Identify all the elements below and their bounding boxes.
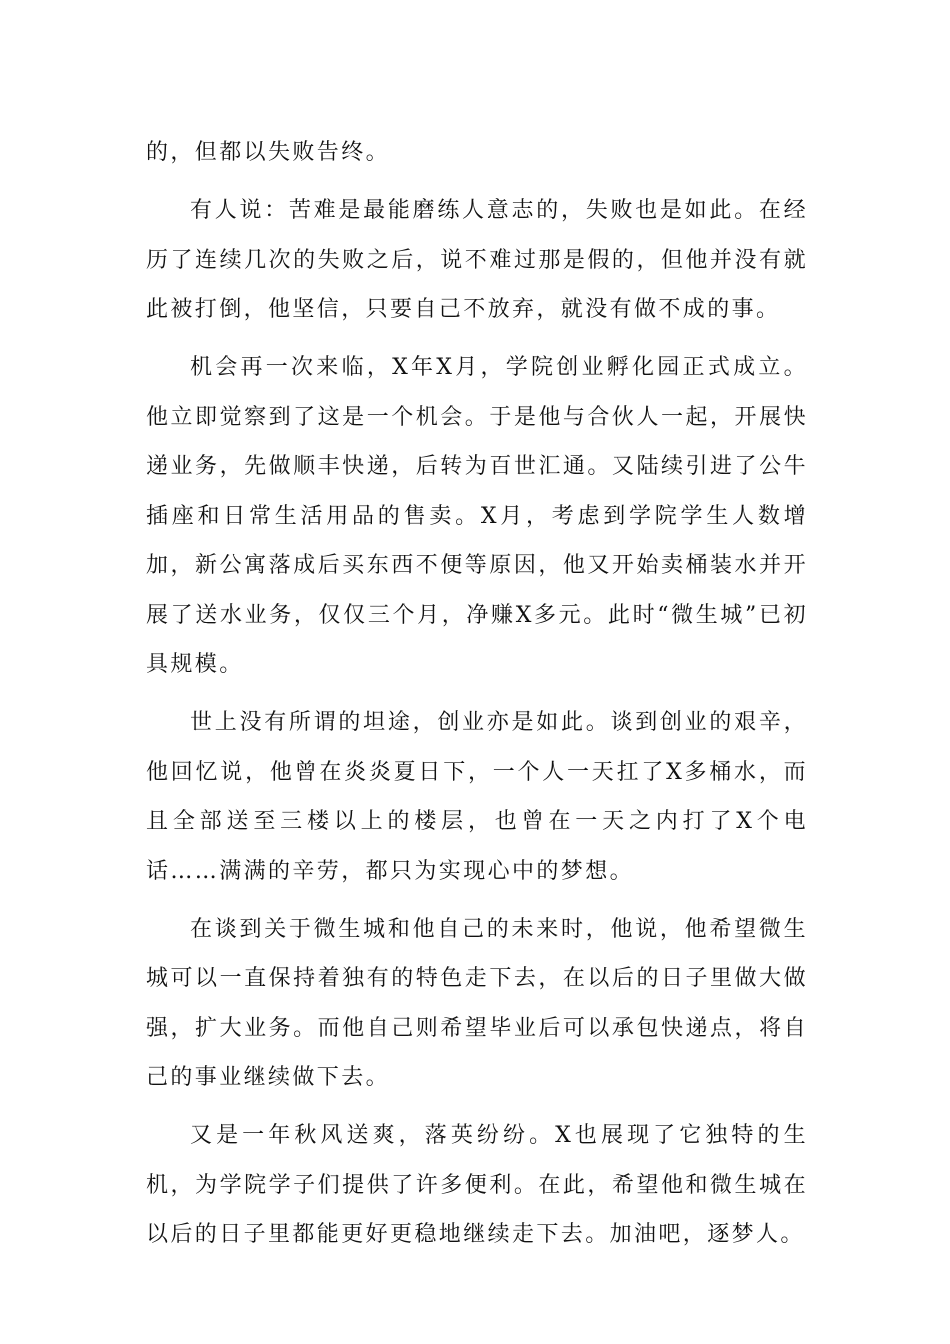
paragraph-closing: 又是一年秋风送爽，落英纷纷。X也展现了它独特的生机，为学院学子们提供了许多便利。在此，希望他和微生城在以后的日子里都能更好更稳地继续走下去。加油吧，逐梦人。 — [146, 1123, 808, 1248]
article-body — [146, 128, 808, 1269]
paragraph-opportunity: 机会再一次来临，X年X月，学院创业孵化园正式成立。他立即觉察到了这是一个机会。于是他与合伙人一起，开展快递业务，先做顺丰快递，后转为百世汇通。又陆续引进了公牛插座和日常生活用品的售卖。X月，考虑到学院学生人数增加，新公寓落成后买东西不便等原因，他又开始卖桶装水并开展了送水业务，仅仅三个月，净赚X多元。此时“微生城”已初具规模。 — [146, 355, 808, 678]
paragraph-continuation: 的，但都以失败告终。 — [146, 140, 391, 165]
paragraph-future: 在谈到关于微生城和他自己的未来时，他说，他希望微生城可以一直保持着独有的特色走下去，在以后的日子里做大做强，扩大业务。而他自己则希望毕业后可以承包快递点，将自己的事业继续做下去。 — [146, 916, 808, 1091]
paragraph-hardship: 有人说：苦难是最能磨练人意志的，失败也是如此。在经历了连续几次的失败之后，说不难过那是假的，但他并没有就此被打倒，他坚信，只要自己不放弃，就没有做不成的事。 — [146, 198, 808, 323]
paragraph-struggle: 世上没有所谓的坦途，创业亦是如此。谈到创业的艰辛，他回忆说，他曾在炎炎夏日下，一个人一天扛了X多桶水，而且全部送至三楼以上的楼层，也曾在一天之内打了X个电话……满满的辛劳，都只为实现心中的梦想。 — [146, 710, 808, 884]
